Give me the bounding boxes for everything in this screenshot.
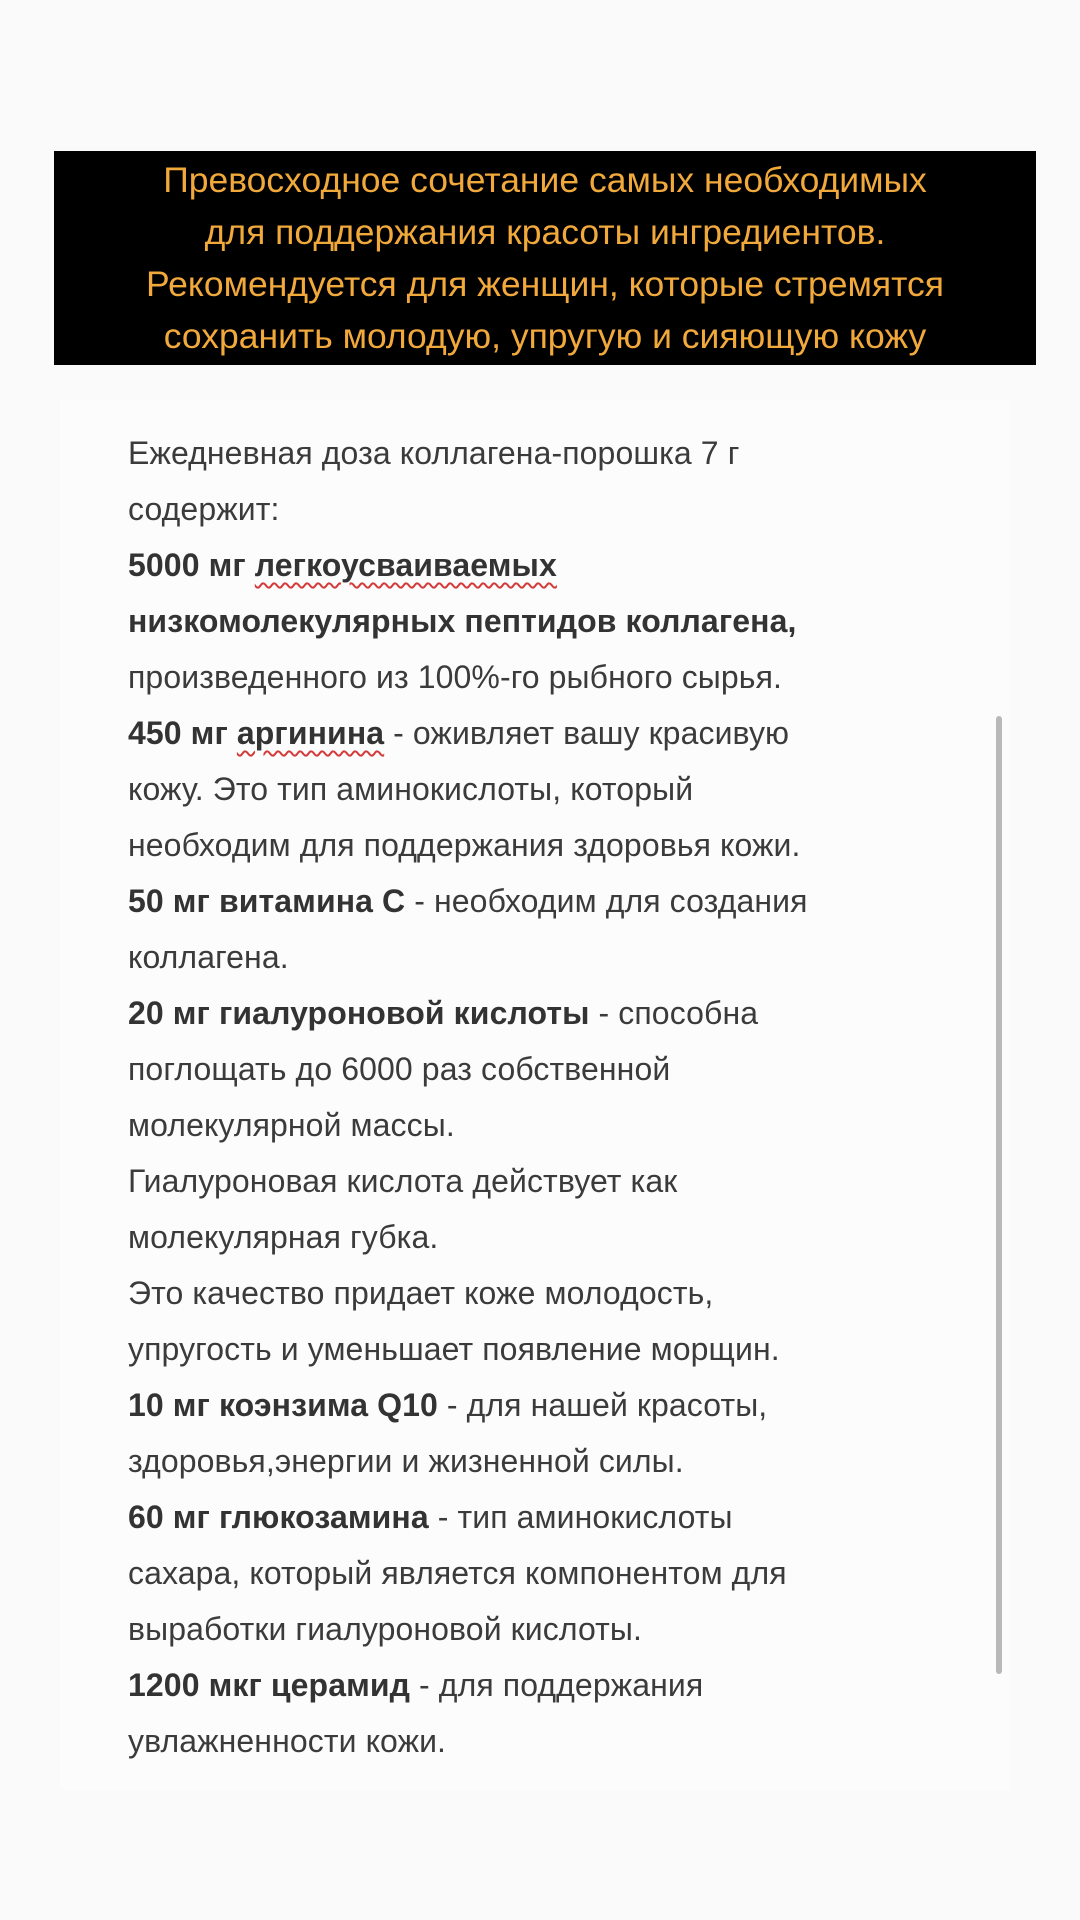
item1-line-2: низкомолекулярных пептидов коллагена,	[128, 603, 797, 639]
item3-desc-1: - необходим для создания	[405, 883, 808, 919]
item2-amount: 450 мг	[128, 715, 228, 751]
item4-desc-1: - способна	[589, 995, 759, 1031]
item7-line-1	[128, 1657, 978, 1713]
banner-line-4: сохранить молодую, упругую и сияющую кожу	[163, 316, 927, 356]
item3-name: 50 мг витамина С	[128, 883, 406, 919]
item4-name: 20 мг гиалуроновой кислоты	[128, 995, 590, 1031]
item4-line-7: упругость и уменьшает появление морщин.	[128, 1331, 780, 1367]
item1-line-3: произведенного из 100%-го рыбного сырья.	[128, 659, 782, 695]
item4-line-5: молекулярная губка.	[128, 1219, 439, 1255]
item1-misspelled-word: легкоусваиваемых	[254, 547, 557, 583]
vertical-scrollbar[interactable]	[996, 716, 1002, 1674]
item1-line-1	[128, 537, 978, 593]
item4-line-4: Гиалуроновая кислота действует как	[128, 1163, 678, 1199]
item2-line-2: кожу. Это тип аминокислоты, который	[128, 771, 694, 807]
item2-line-3: необходим для поддержания здоровья кожи.	[128, 827, 801, 863]
item2-misspelled-word: аргинина	[236, 715, 385, 751]
item5-name: 10 мг коэнзима Q10	[128, 1387, 438, 1423]
item5-line-2: здоровья,энергии и жизненной силы.	[128, 1443, 684, 1479]
item5-desc-1: - для нашей красоты,	[437, 1387, 768, 1423]
item1-amount: 5000 мг	[128, 547, 246, 583]
item3-line-2: коллагена.	[128, 939, 289, 975]
item2-desc-1: - оживляет вашу красивую	[384, 715, 790, 751]
item6-desc-1: - тип аминокислоты	[428, 1499, 733, 1535]
intro-line-1: Ежедневная доза коллагена-порошка 7 г	[128, 435, 740, 471]
item7-desc-1: - для поддержания	[410, 1667, 704, 1703]
item4-line-1	[128, 985, 978, 1041]
item6-line-1	[128, 1489, 978, 1545]
item7-line-2: увлажненности кожи.	[128, 1723, 447, 1759]
top-banner	[54, 151, 1036, 365]
item6-line-2: сахара, который является компонентом для	[128, 1555, 787, 1591]
banner-line-1: Превосходное сочетание самых необходимых	[163, 160, 927, 200]
item6-name: 60 мг глюкозамина	[128, 1499, 429, 1535]
intro-line-2: содержит:	[128, 491, 280, 527]
item4-line-6: Это качество придает коже молодость,	[128, 1275, 714, 1311]
item4-line-2: поглощать до 6000 раз собственной	[128, 1051, 671, 1087]
item2-line-1	[128, 705, 978, 761]
item3-line-1	[128, 873, 978, 929]
item5-line-1	[128, 1377, 978, 1433]
item7-name: 1200 мкг церамид	[128, 1667, 411, 1703]
item6-line-3: выработки гиалуроновой кислоты.	[128, 1611, 643, 1647]
item4-line-3: молекулярной массы.	[128, 1107, 455, 1143]
banner-line-2: для поддержания красоты ингредиентов.	[204, 212, 886, 252]
banner-line-3: Рекомендуется для женщин, которые стремятся	[146, 264, 944, 304]
ingredients-text[interactable]	[128, 425, 978, 1769]
